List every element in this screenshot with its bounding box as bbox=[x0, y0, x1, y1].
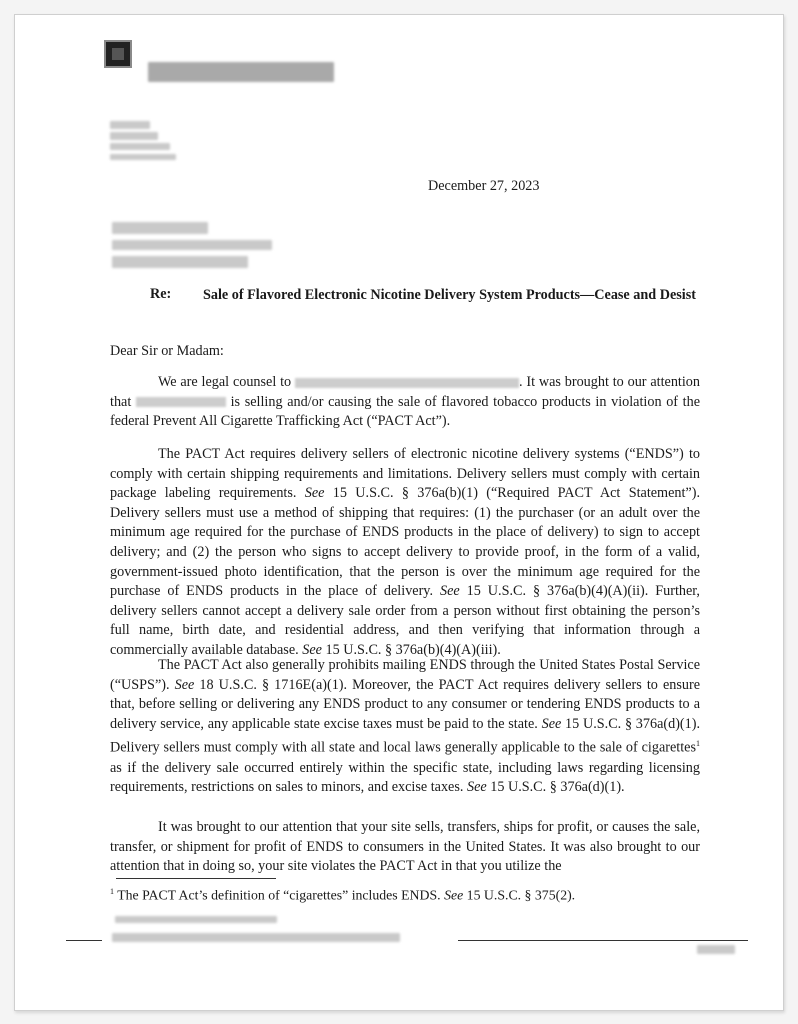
firm-name-redacted bbox=[148, 62, 334, 82]
salutation: Dear Sir or Madam: bbox=[110, 343, 224, 359]
footer-line-redacted bbox=[115, 916, 277, 923]
re-subject: Sale of Flavored Electronic Nicotine Delivery System Products—Cease and Desist bbox=[203, 287, 696, 303]
re-label: Re: bbox=[150, 286, 172, 302]
paragraph-1: We are legal counsel to . It was brought to our attention that is selling and/or causing the sale of flavored tobacco products in violation of the federal Prevent All Cigarette Trafficking Act (“PACT Act”). bbox=[110, 374, 701, 430]
footnote-ref: 1 bbox=[696, 739, 700, 749]
footer-rule-right bbox=[458, 940, 748, 941]
firm-logo-icon bbox=[104, 40, 132, 68]
sender-block-redacted bbox=[110, 132, 158, 140]
paragraph-4: It was brought to our attention that your site sells, transfers, ships for profit, or causes the sale, transfer, or shipment for profit of ENDS to consumers in the United States. It was also brought to our attention that in doing so, your site violates the PACT Act in that you utilize the bbox=[110, 819, 700, 875]
footnote-divider bbox=[116, 878, 276, 879]
paragraph-3: The PACT Act also generally prohibits mailing ENDS through the United States Postal Service (“USPS”). See 18 U.S.C. § 1716E(a)(1). Moreover, the PACT Act requires delivery sellers to ensure that, before selling or delivering any ENDS product to any consumer or tendering ENDS products to a delivery service, any applicable state excise taxes must be paid to the state. See 15 U.S.C. § 376a(d)(1). Delivery sellers must comply with all state and local laws generally applicable to the sale of cigarettes$^1$ as if the delivery sale occurred entirely within the specific state, including laws regarding licensing requirements, restrictions on sales to minors, and excise taxes. See 15 U.S.C. § 376a(d)(1). bbox=[110, 657, 701, 796]
recipient-line-redacted bbox=[112, 256, 248, 268]
footer-page-ref-redacted bbox=[697, 945, 735, 954]
sender-block-redacted bbox=[110, 154, 176, 160]
recipient-name-redacted bbox=[136, 397, 226, 407]
footnote: $^1$ The PACT Act’s definition of “cigarettes” includes ENDS. See 15 U.S.C. § 375(2). bbox=[110, 887, 576, 903]
client-name-redacted bbox=[295, 378, 519, 388]
footer-address-redacted bbox=[112, 933, 400, 942]
footer-rule-left bbox=[66, 940, 102, 941]
sender-block-redacted bbox=[110, 121, 150, 129]
sender-block-redacted bbox=[110, 143, 170, 150]
recipient-line-redacted bbox=[112, 240, 272, 250]
letter-date: December 27, 2023 bbox=[428, 178, 540, 194]
recipient-line-redacted bbox=[112, 222, 208, 234]
paragraph-2: The PACT Act requires delivery sellers of electronic nicotine delivery systems (“ENDS”) to comply with certain shipping requirements and limitations. Delivery sellers must comply with certain package labeling requirements. See 15 U.S.C. § 376a(b)(1) (“Required PACT Act Statement”). Delivery sellers must use a method of shipping that requires: (1) the purchaser (or an adult over the minimum age required for the purchase of ENDS products in the place of delivery) to sign to accept delivery; and (2) the person who signs to accept delivery to provide proof, in the form of a valid, government-issued photo identification, that the person is over the minimum age required for the purchase of ENDS products in the place of delivery. See 15 U.S.C. § 376a(b)(4)(A)(ii). Further, delivery sellers cannot accept a delivery sale order from a person without first obtaining the person’s full name, birth date, and residential address, and then verifying that information through a commercially available database. See 15 U.S.C. § 376a(b)(4)(A)(iii). bbox=[110, 446, 700, 658]
